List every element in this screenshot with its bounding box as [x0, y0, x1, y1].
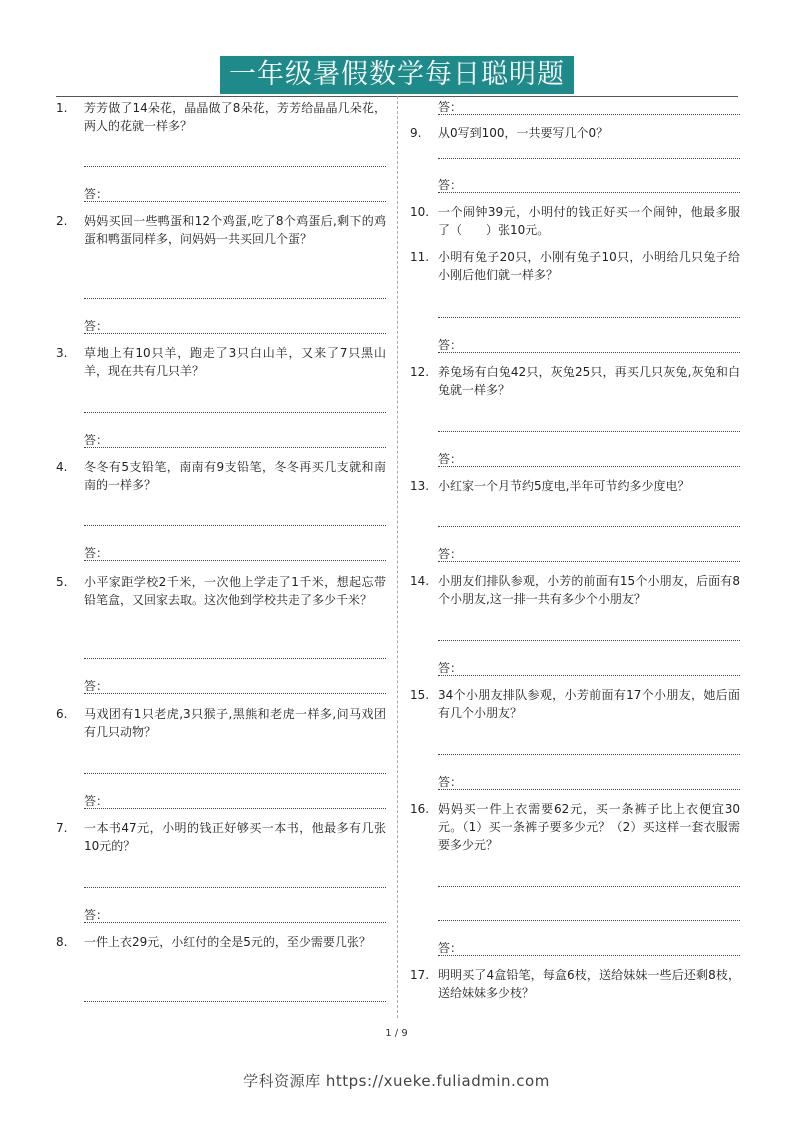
- question-text: 一件上衣29元，小红付的全是5元的，至少需要几张？: [84, 935, 371, 949]
- footer-source: 学科资源库 https://xueke.fuliadmin.com: [243, 1072, 550, 1090]
- answer-line[interactable]: [84, 808, 386, 809]
- question-text: 小红家一个月节约5度电,半年可节约多少度电？: [438, 479, 690, 493]
- work-line[interactable]: [438, 920, 740, 921]
- question-text: 34个小朋友排队参观，小芳前面有17个小朋友，她后面有几个小朋友？: [438, 688, 740, 720]
- question-text: 从0写到100，一共要写几个0？: [438, 126, 609, 140]
- work-line[interactable]: [84, 773, 386, 774]
- answer-label: 答：: [438, 338, 463, 352]
- question-number: 10.: [410, 205, 430, 219]
- answer-line[interactable]: [84, 560, 386, 561]
- answer-label: 答：: [84, 794, 109, 808]
- question-number: 5.: [56, 575, 68, 589]
- question-text: 明明买了4盒铅笔，每盒6枝，送给妹妹一些后还剩8枝，送给妹妹多少枝？: [438, 968, 740, 1000]
- question-text: 草地上有10只羊，跑走了3只白山羊，又来了7只黑山羊，现在共有几只羊？: [84, 346, 386, 378]
- answer-line[interactable]: [438, 352, 740, 353]
- work-line[interactable]: [84, 412, 386, 413]
- question-number: 6.: [56, 707, 68, 721]
- work-line[interactable]: [84, 525, 386, 526]
- question-text: 芳芳做了14朵花，晶晶做了8朵花，芳芳给晶晶几朵花，两人的花就一样多？: [84, 101, 386, 133]
- work-line[interactable]: [438, 754, 740, 755]
- answer-label: 答：: [438, 547, 463, 561]
- work-line[interactable]: [438, 640, 740, 641]
- answer-line[interactable]: [84, 201, 386, 202]
- question-number: 2.: [56, 214, 68, 228]
- work-line[interactable]: [438, 158, 740, 159]
- question-number: 3.: [56, 346, 68, 360]
- work-line[interactable]: [438, 431, 740, 432]
- work-line[interactable]: [84, 658, 386, 659]
- answer-label: 答：: [438, 941, 463, 955]
- work-line[interactable]: [438, 317, 740, 318]
- question-text: 妈妈买回一些鸭蛋和12个鸡蛋,吃了8个鸡蛋后,剩下的鸡蛋和鸭蛋同样多，问妈妈一共买回几个蛋？: [84, 214, 386, 246]
- question-number: 12.: [410, 365, 430, 379]
- answer-line[interactable]: [84, 447, 386, 448]
- answer-label: 答：: [84, 679, 109, 693]
- answer-line[interactable]: [438, 675, 740, 676]
- work-line[interactable]: [84, 887, 386, 888]
- question-text: 妈妈买一件上衣需要62元，买一条裤子比上衣便宜30元。（1）买一条裤子要多少元？（2）买这样一套衣服需要多少元？: [438, 802, 740, 852]
- answer-line[interactable]: [438, 114, 740, 115]
- answer-label: 答：: [84, 546, 109, 560]
- question-number: 14.: [410, 574, 430, 588]
- answer-line[interactable]: [438, 789, 740, 790]
- work-line[interactable]: [84, 1001, 386, 1002]
- question-number: 11.: [410, 250, 430, 264]
- question-text: 小平家距学校2千米，一次他上学走了1千米，想起忘带铅笔盒，又回家去取。这次他到学校共走了多少千米？: [84, 575, 386, 607]
- question-number: 4.: [56, 460, 68, 474]
- question-number: 15.: [410, 688, 430, 702]
- answer-label: 答：: [438, 452, 463, 466]
- column-divider: [397, 96, 398, 1018]
- answer-label: 答：: [438, 178, 463, 192]
- question-text: 一个闹钟39元，小明付的钱正好买一个闹钟，他最多服了（ ）张10元。: [438, 205, 740, 237]
- question-text: 马戏团有1只老虎,3只猴子,黑熊和老虎一样多,问马戏团有几只动物？: [84, 707, 386, 739]
- answer-label: 答：: [84, 908, 109, 922]
- question-number: 9.: [410, 126, 422, 140]
- answer-line[interactable]: [84, 333, 386, 334]
- answer-label: 答：: [84, 319, 109, 333]
- question-text: 小朋友们排队参观，小芳的前面有15个小朋友，后面有8个小朋友,这一排一共有多少个小朋友？: [438, 574, 740, 606]
- question-text: 小明有兔子20只，小刚有兔子10只，小明给几只兔子给小刚后他们就一样多？: [438, 250, 740, 282]
- answer-label: 答：: [438, 661, 463, 675]
- answer-line[interactable]: [84, 693, 386, 694]
- answer-line[interactable]: [438, 955, 740, 956]
- answer-label: 答：: [84, 433, 109, 447]
- answer-line[interactable]: [438, 561, 740, 562]
- question-number: 16.: [410, 802, 430, 816]
- question-number: 8.: [56, 935, 68, 949]
- answer-line[interactable]: [84, 922, 386, 923]
- work-line[interactable]: [438, 526, 740, 527]
- work-line[interactable]: [438, 886, 740, 887]
- question-text: 冬冬有5支铅笔，南南有9支铅笔，冬冬再买几支就和南南的一样多？: [84, 460, 386, 492]
- question-number: 7.: [56, 821, 68, 835]
- question-text: 养兔场有白兔42只，灰兔25只，再买几只灰兔,灰兔和白兔就一样多？: [438, 365, 740, 397]
- answer-label: 答：: [438, 100, 463, 114]
- page-number: 1 / 9: [385, 1028, 408, 1039]
- answer-line[interactable]: [438, 466, 740, 467]
- question-text: 一本书47元，小明的钱正好够买一本书，他最多有几张10元的？: [84, 821, 386, 853]
- question-number: 13.: [410, 479, 430, 493]
- answer-label: 答：: [438, 775, 463, 789]
- answer-line[interactable]: [438, 192, 740, 193]
- answer-label: 答：: [84, 187, 109, 201]
- question-number: 1.: [56, 101, 68, 115]
- work-line[interactable]: [84, 298, 386, 299]
- question-number: 17.: [410, 968, 430, 982]
- work-line[interactable]: [84, 166, 386, 167]
- page-title: 一年级暑假数学每日聪明题: [220, 56, 574, 94]
